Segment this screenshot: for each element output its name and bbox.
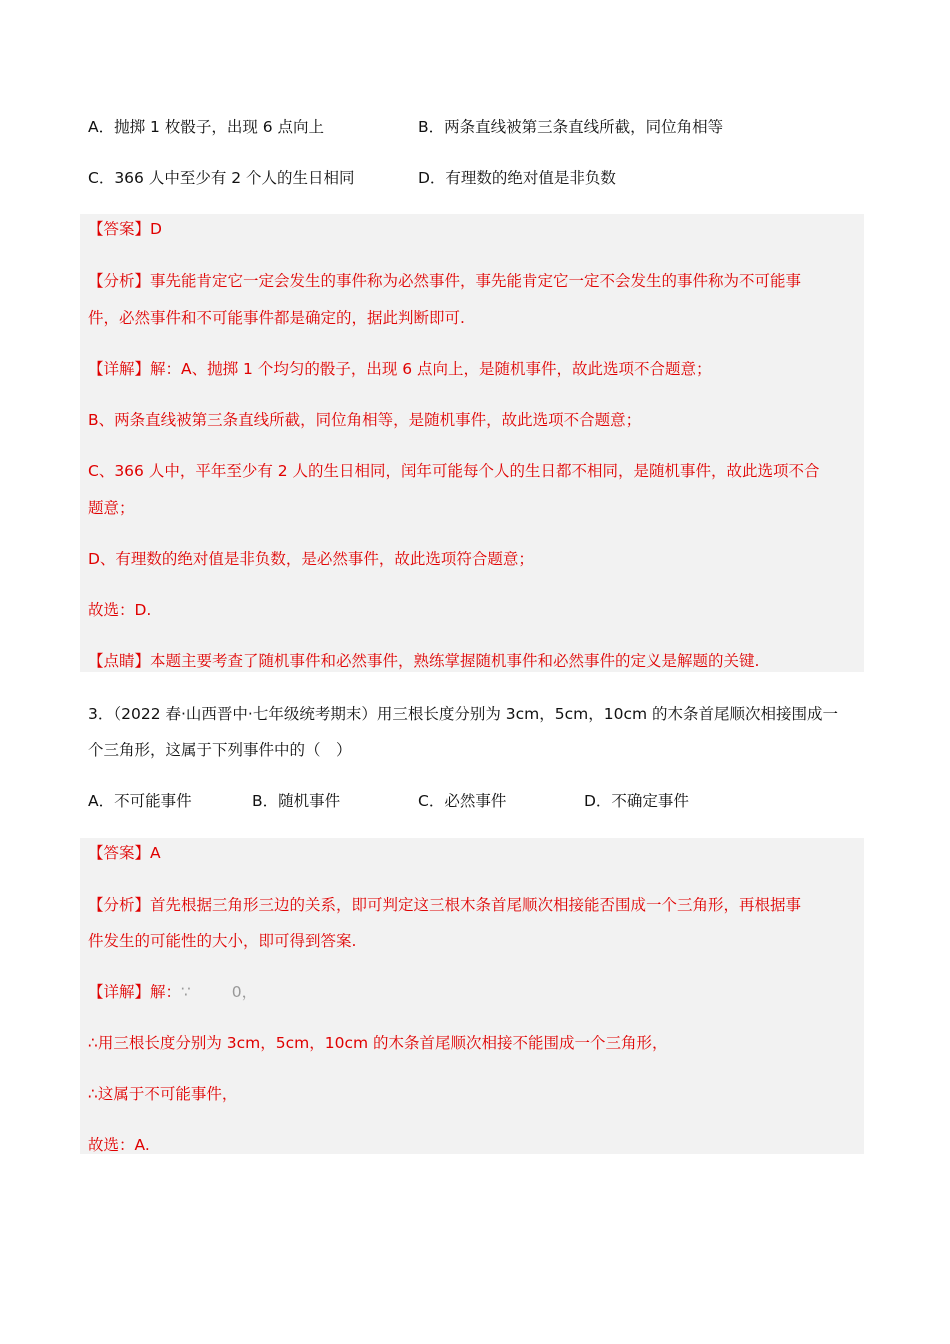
option-d: D．有理数的绝对值是非负数 <box>418 169 616 187</box>
conclusion-text: 故选：D. <box>88 601 152 619</box>
detail-text: ∴这属于不可能事件， <box>88 1085 238 1103</box>
comment-text: 【点睛】本题主要考查了随机事件和必然事件，熟练掌握随机事件和必然事件的定义是解题的关键. <box>88 652 760 670</box>
detail-label: 【详解】解： <box>88 983 182 1001</box>
question-stem: 个三角形，这属于下列事件中的（ ） <box>88 741 352 759</box>
detail-text <box>88 980 257 1004</box>
detail-text: ∴用三根长度分别为 3cm，5cm，10cm 的木条首尾顺次相接不能围成一个三角形， <box>88 1034 668 1052</box>
answer-label: 【答案】D <box>88 220 162 238</box>
detail-text: D、有理数的绝对值是非负数，是必然事件，故此选项符合题意； <box>88 550 534 568</box>
option-b: B．随机事件 <box>252 792 341 810</box>
option-d: D．不确定事件 <box>584 792 689 810</box>
detail-text: B、两条直线被第三条直线所截，同位角相等，是随机事件，故此选项不合题意； <box>88 411 642 429</box>
option-a: A．不可能事件 <box>88 792 192 810</box>
option-c: C．必然事件 <box>418 792 507 810</box>
detail-text: 【详解】解：A、抛掷 1 个均匀的骰子，出现 6 点向上，是随机事件，故此选项不合题意； <box>88 360 712 378</box>
detail-text: 题意； <box>88 499 135 517</box>
detail-text: C、366 人中，平年至少有 2 人的生日相同，闰年可能每个人的生日都不相同，是随机事件，故此选项不合 <box>88 462 820 480</box>
conclusion-text: 故选：A. <box>88 1136 150 1154</box>
analysis-text: 【分析】事先能肯定它一定会发生的事件称为必然事件，事先能肯定它一定不会发生的事件称为不可能事 <box>88 272 802 290</box>
analysis-text: 件发生的可能性的大小，即可得到答案. <box>88 932 357 950</box>
option-b: B．两条直线被第三条直线所截，同位角相等 <box>418 118 724 136</box>
question-stem: 3．（2022 春·山西晋中·七年级统考期末）用三根长度分别为 3cm，5cm，10cm 的木条首尾顺次相接围成一 <box>88 705 839 723</box>
answer-label: 【答案】A <box>88 844 161 862</box>
analysis-text: 件，必然事件和不可能事件都是确定的，据此判断即可. <box>88 309 465 327</box>
option-a: A．抛掷 1 枚骰子，出现 6 点向上 <box>88 118 325 136</box>
option-c: C．366 人中至少有 2 个人的生日相同 <box>88 169 355 187</box>
math-expression: ∵ 0， <box>181 983 258 1001</box>
analysis-text: 【分析】首先根据三角形三边的关系，即可判定这三根木条首尾顺次相接能否围成一个三角形，再根据事 <box>88 896 802 914</box>
